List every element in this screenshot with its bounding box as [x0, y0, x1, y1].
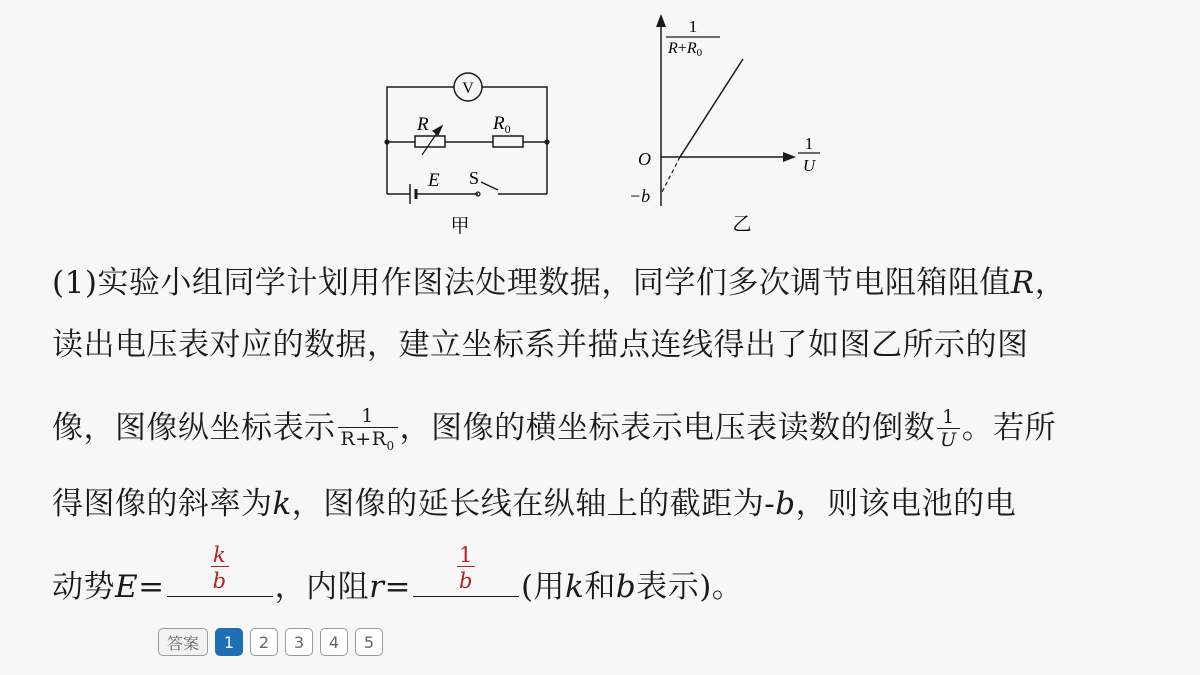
x-axis-label-num: 1 — [804, 134, 814, 153]
figure-caption-jia: 甲 — [450, 216, 470, 237]
x-axis-arrow — [783, 152, 796, 162]
graph-line — [680, 59, 743, 157]
answer-button[interactable]: 答案 — [158, 628, 208, 656]
resistor-r0-label: $R_0$ — [493, 113, 511, 136]
var-r: R — [1010, 265, 1035, 301]
graph-yi — [620, 8, 850, 243]
internal-resistance-answer-blank — [413, 542, 519, 597]
extension-line — [661, 157, 680, 194]
figure-caption-yi: 乙 — [732, 214, 752, 235]
page-button-3[interactable]: 3 — [285, 628, 313, 656]
page-button-2[interactable]: 2 — [250, 628, 278, 656]
x-axis-label-den: U — [802, 156, 816, 175]
emf-answer: $\frac{k}{b}$ — [212, 542, 227, 593]
resistor-r-label: R — [417, 114, 429, 135]
y-axis-arrow — [656, 14, 666, 27]
question-line-3: 像，图像纵坐标表示 $\frac{1}{R+R_0}$ ，图像的横坐标表示电压表读数的倒数 $\frac{1}{U}$ 。若所 — [52, 405, 1057, 453]
circuit-diagram — [370, 62, 570, 242]
var-b: b — [775, 486, 796, 522]
internal-resistance-answer: $\frac{1}{b}$ — [458, 542, 473, 593]
answer-nav — [158, 628, 383, 656]
page-button-1[interactable]: 1 — [215, 628, 243, 656]
battery-symbol — [410, 184, 416, 204]
emf-label: E — [428, 170, 440, 191]
question-line-5: 动势E= $\frac{k}{b}$ ，内阻r= $\frac{1}{b}$ (用k和b表示)。 — [52, 542, 744, 605]
page-button-4[interactable]: 4 — [320, 628, 348, 656]
y-axis-label-num: 1 — [688, 17, 698, 36]
node-left — [384, 139, 389, 144]
intercept-label: −b — [629, 186, 651, 206]
fraction-1-over-u: $\frac{1}{U}$ — [937, 408, 960, 451]
question-line-4: 得图像的斜率为k，图像的延长线在纵轴上的截距为-b，则该电池的电 — [52, 486, 1017, 522]
voltmeter-label: V — [462, 80, 474, 97]
origin-label: O — [638, 149, 651, 169]
var-k: k — [272, 486, 292, 522]
switch-label: S — [469, 168, 480, 188]
question-line-1: (1)实验小组同学计划用作图法处理数据，同学们多次调节电阻箱阻值R， — [52, 265, 1067, 301]
question-line-2: 读出电压表对应的数据，建立坐标系并描点连线得出了如图乙所示的图 — [52, 327, 1029, 363]
y-axis-label-den: R+R0 — [668, 40, 703, 59]
fraction-1-over-r-plus-r0: $\frac{1}{R+R_0}$ — [338, 407, 398, 452]
node-right — [544, 139, 549, 144]
page-button-5[interactable]: 5 — [355, 628, 383, 656]
emf-answer-blank — [167, 542, 273, 597]
